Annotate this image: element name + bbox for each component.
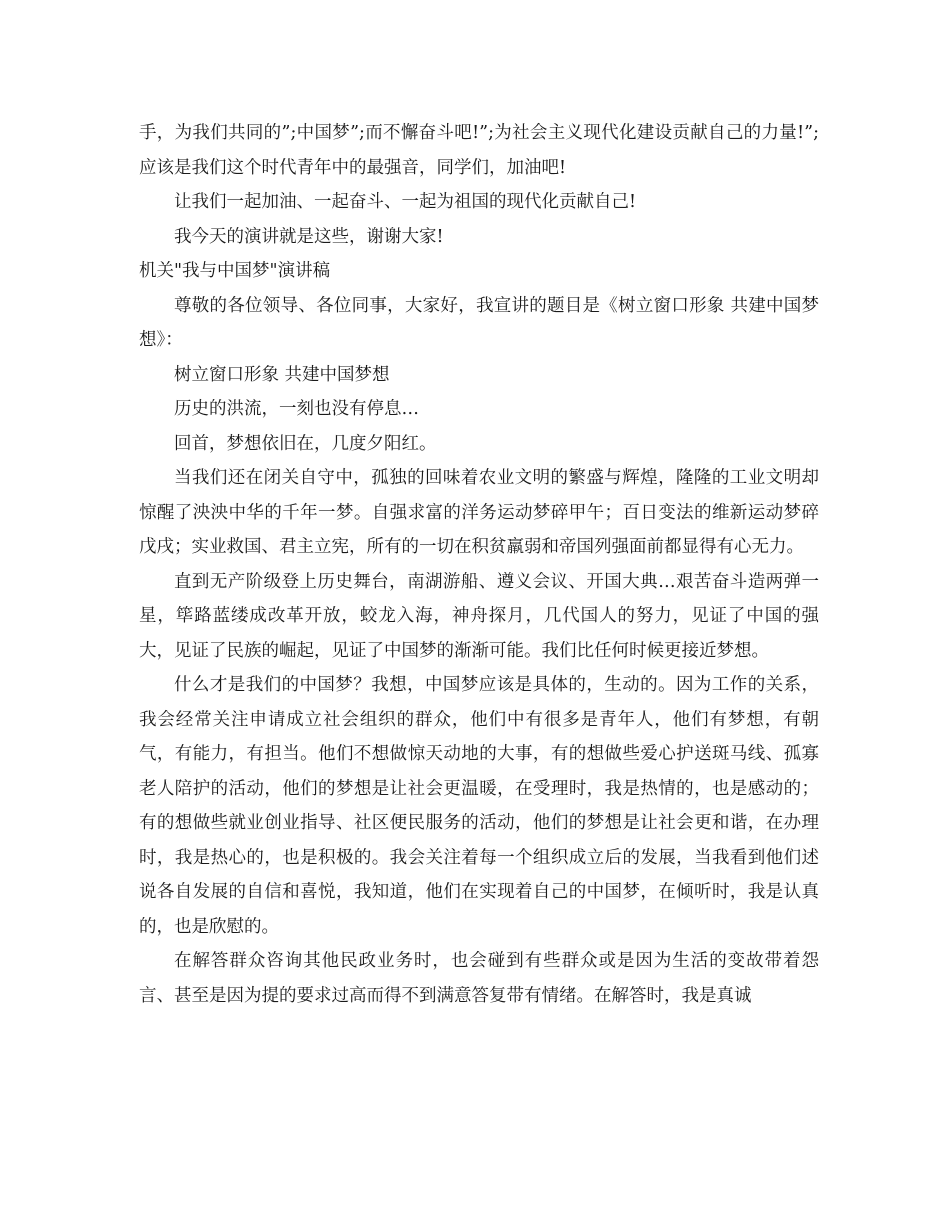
section-heading: 机关"我与中国梦"演讲稿 (139, 261, 331, 281)
paragraph-12: 在解答群众咨询其他民政业务时，也会碰到有些群众或是因为生活的变故带着怨言、甚至是因为提的要求过高而得不到满意答复带有情绪。在解答时，我是真诚 (139, 951, 819, 1006)
document-body (139, 116, 819, 1013)
paragraph-11: 什么才是我们的中国梦？我想，中国梦应该是具体的，生动的。因为工作的关系，我会经常关注申请成立社会组织的群众，他们中有很多是青年人，他们有梦想，有朝气，有能力，有担当。他们不想做惊天动地的大事，有的想做些爱心护送斑马线、孤寡老人陪护的活动，他们的梦想是让社会更温暖，在受理时，我是热情的，也是感动的；有的想做些就业创业指导、社区便民服务的活动，他们的梦想是让社会更和谐，在办理时，我是热心的，也是积极的。我会关注着每一个组织成立后的发展，当我看到他们述说各自发展的自信和喜悦，我知道，他们在实现着自己的中国梦，在倾听时，我是认真的，也是欣慰的。 (139, 675, 819, 937)
paragraph-3: 我今天的演讲就是这些，谢谢大家! (174, 226, 444, 247)
paragraph-10: 直到无产阶级登上历史舞台，南湖游船、遵义会议、开国大典…艰苦奋斗造两弹一星，筚路蓝缕成改革开放，蛟龙入海，神舟探月，几代国人的努力，见证了中国的强大，见证了民族的崛起，见证了中国梦的渐渐可能。我们比任何时候更接近梦想。 (139, 571, 819, 661)
paragraph-5: 尊敬的各位领导、各位同事，大家好，我宣讲的题目是《树立窗口形象 共建中国梦想》： (139, 295, 819, 350)
paragraph-1: 手，为我们共同的”;中国梦”;而不懈奋斗吧!”;为社会主义现代化建设贡献自己的力量!”;应该是我们这个时代青年中的最强音，同学们，加油吧! (139, 123, 819, 178)
paragraph-2: 让我们一起加油、一起奋斗、一起为祖国的现代化贡献自己! (174, 192, 637, 212)
paragraph-7: 历史的洪流，一刻也没有停息… (174, 399, 419, 419)
paragraph-9: 当我们还在闭关自守中，孤独的回味着农业文明的繁盛与辉煌，隆隆的工业文明却惊醒了泱泱中华的千年一梦。自强求富的洋务运动梦碎甲午；百日变法的维新运动梦碎戊戌；实业救国、君主立宪，所有的一切在积贫羸弱和帝国列强面前都显得有心无力。 (139, 468, 819, 557)
paragraph-8: 回首，梦想依旧在，几度夕阳红。 (174, 433, 437, 454)
paragraph-6: 树立窗口形象 共建中国梦想 (174, 364, 390, 385)
